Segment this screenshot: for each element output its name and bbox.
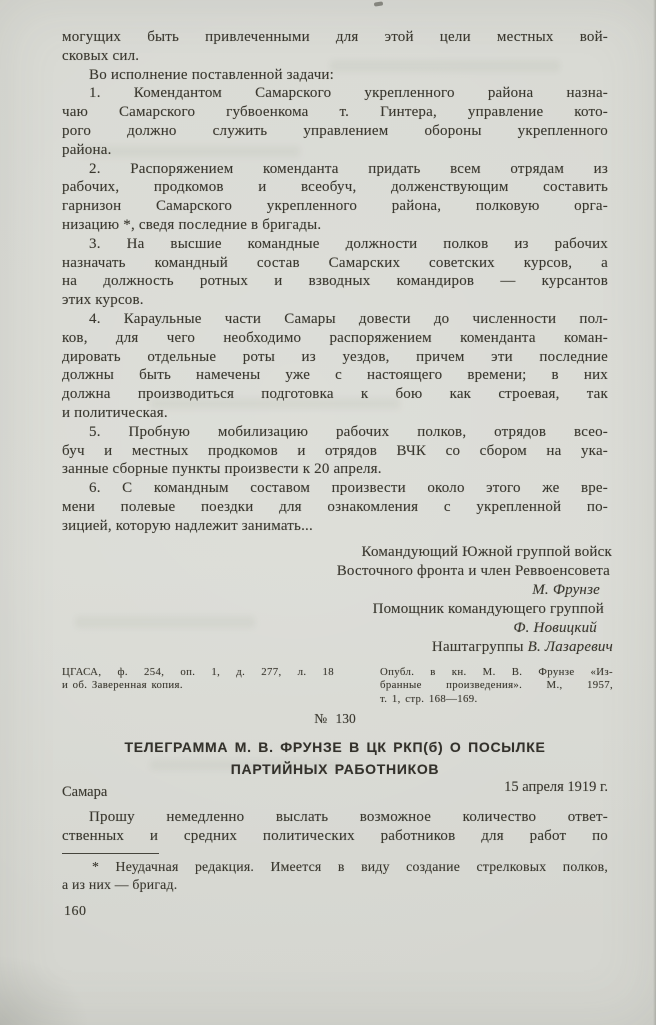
- paragraph: [62, 858, 608, 895]
- text-line: мени полевые поездки для ознакомления с укрепленной по-: [62, 498, 608, 515]
- paragraph: [62, 479, 608, 535]
- text-line: могущих быть привлеченными для этой цели местных вой-: [62, 29, 608, 45]
- text-line: и об. Заверенная копия.: [62, 679, 183, 692]
- text-line: гарнизон Самарского укрепленного района, полковую орга-: [62, 198, 608, 215]
- footnote-rule: [62, 853, 159, 854]
- signature-block: [62, 543, 613, 657]
- text-line: бранные произведения». М., 1957,: [380, 679, 613, 692]
- publication-reference: [380, 666, 613, 706]
- paragraph: [62, 666, 334, 693]
- date-label: 15 апреля 1919 г.: [504, 779, 608, 795]
- text-line: на должность ротных и взводных командиров — курсантов: [62, 273, 608, 290]
- place-label: Самара: [62, 784, 108, 800]
- text-line: ЦГАСА, ф. 254, оп. 1, д. 277, л. 18: [62, 666, 334, 678]
- signature-name: Ф. Новицкий: [513, 620, 597, 636]
- text-line: должны быть намечены уже с настоящего времени; в них: [62, 367, 608, 384]
- source-references: [62, 666, 613, 706]
- paragraph: [380, 666, 613, 706]
- signature-line: [62, 638, 613, 657]
- signature-role: Наштагруппы: [431, 639, 528, 655]
- text-line: буч и местных продкомов и отрядов ВЧК со сбором на ука-: [62, 442, 608, 459]
- text-line: 2. Распоряжением коменданта придать всем отрядам из: [89, 160, 608, 177]
- signature-line: [62, 619, 613, 638]
- telegram-body-text: [62, 808, 608, 846]
- text-line: назначать командный состав Самарских советских курсов, а: [62, 254, 608, 271]
- paragraph: [62, 66, 608, 85]
- paragraph: [62, 310, 608, 423]
- page-number: 160: [64, 904, 87, 919]
- paragraph: [62, 235, 608, 310]
- signature-name: М. Фрунзе: [532, 582, 600, 598]
- text-line: Прошу немедленно выслать возможное количество ответ-: [89, 809, 608, 825]
- archive-reference: [62, 666, 334, 706]
- signature-line: [62, 581, 613, 600]
- scan-speck: [374, 1, 383, 6]
- paragraph: [62, 423, 608, 479]
- place-date-row: [62, 779, 608, 801]
- document-number: № 130: [314, 711, 356, 726]
- text-line: 4. Караульные части Самары довести до численности пол-: [89, 310, 608, 327]
- paragraph: [62, 28, 608, 66]
- text-line: сковых сил.: [62, 47, 140, 64]
- text-line: Во исполнение поставленной задачи:: [89, 66, 335, 83]
- footnote-text: [62, 858, 608, 895]
- signature-role: Командующий Южной группой войск: [361, 544, 612, 560]
- text-line: этих курсов.: [62, 292, 144, 309]
- signature-role: Помощник командующего группой: [372, 601, 604, 617]
- corner-shade: [0, 955, 90, 1025]
- text-line: и политическая.: [62, 404, 168, 421]
- text-line: а из них — бригад.: [62, 877, 178, 893]
- text-line: чаю Самарского губвоенкома т. Гинтера, управление кото-: [62, 104, 608, 121]
- signature-name: В. Лазаревич: [527, 639, 613, 655]
- text-line: занные сборные пункты произвести к 20 апреля.: [62, 461, 382, 478]
- text-line: низацию *, сведя последние в бригады.: [62, 216, 322, 233]
- text-line: района.: [62, 141, 112, 158]
- text-line: * Неудачная редакция. Имеется в виду создание стрелковых полков,: [92, 859, 608, 874]
- text-line: ственных и средних политических работников для работ по: [62, 827, 608, 844]
- paragraph: [62, 160, 608, 235]
- document-title-line: ПАРТИЙНЫХ РАБОТНИКОВ: [230, 761, 440, 777]
- order-body-text: [62, 28, 608, 536]
- document-title-line: ТЕЛЕГРАММА М. В. ФРУНЗЕ В ЦК РКП(б) О ПОСЫЛКЕ: [124, 739, 546, 755]
- text-line: 6. С командным составом произвести около этого же вре-: [89, 480, 608, 497]
- document-title: [62, 736, 608, 780]
- text-line: дировать отдельные роты из уездов, причем эти последние: [62, 348, 608, 365]
- text-line: т. 1, стр. 168—169.: [380, 692, 478, 705]
- text-line: 5. Пробную мобилизацию рабочих полков, отрядов всео-: [89, 423, 608, 440]
- text-line: 3. На высшие командные должности полков из рабочих: [89, 235, 608, 252]
- signature-line: [62, 600, 613, 619]
- text-line: зицией, которую надлежит занимать...: [62, 517, 313, 534]
- signature-line: [62, 562, 613, 581]
- paragraph: [62, 808, 608, 846]
- text-line: 1. Комендантом Самарского укрепленного района назна-: [89, 85, 608, 102]
- text-line: рабочих, продкомов и всеобуч, долженствующим составить: [62, 179, 608, 196]
- text-line: рого должно служить управлением обороны укрепленного: [62, 122, 608, 139]
- text-line: ков, для чего необходимо распоряжением коменданта коман-: [62, 329, 608, 346]
- paragraph: [62, 84, 608, 159]
- text-line: должна производиться подготовка к бою как строевая, так: [62, 386, 608, 403]
- text-line: Опубл. в кн. М. В. Фрунзе «Из-: [380, 666, 613, 678]
- signature-line: [62, 543, 613, 562]
- signature-role: Восточного фронта и член Реввоенсовета: [336, 563, 610, 579]
